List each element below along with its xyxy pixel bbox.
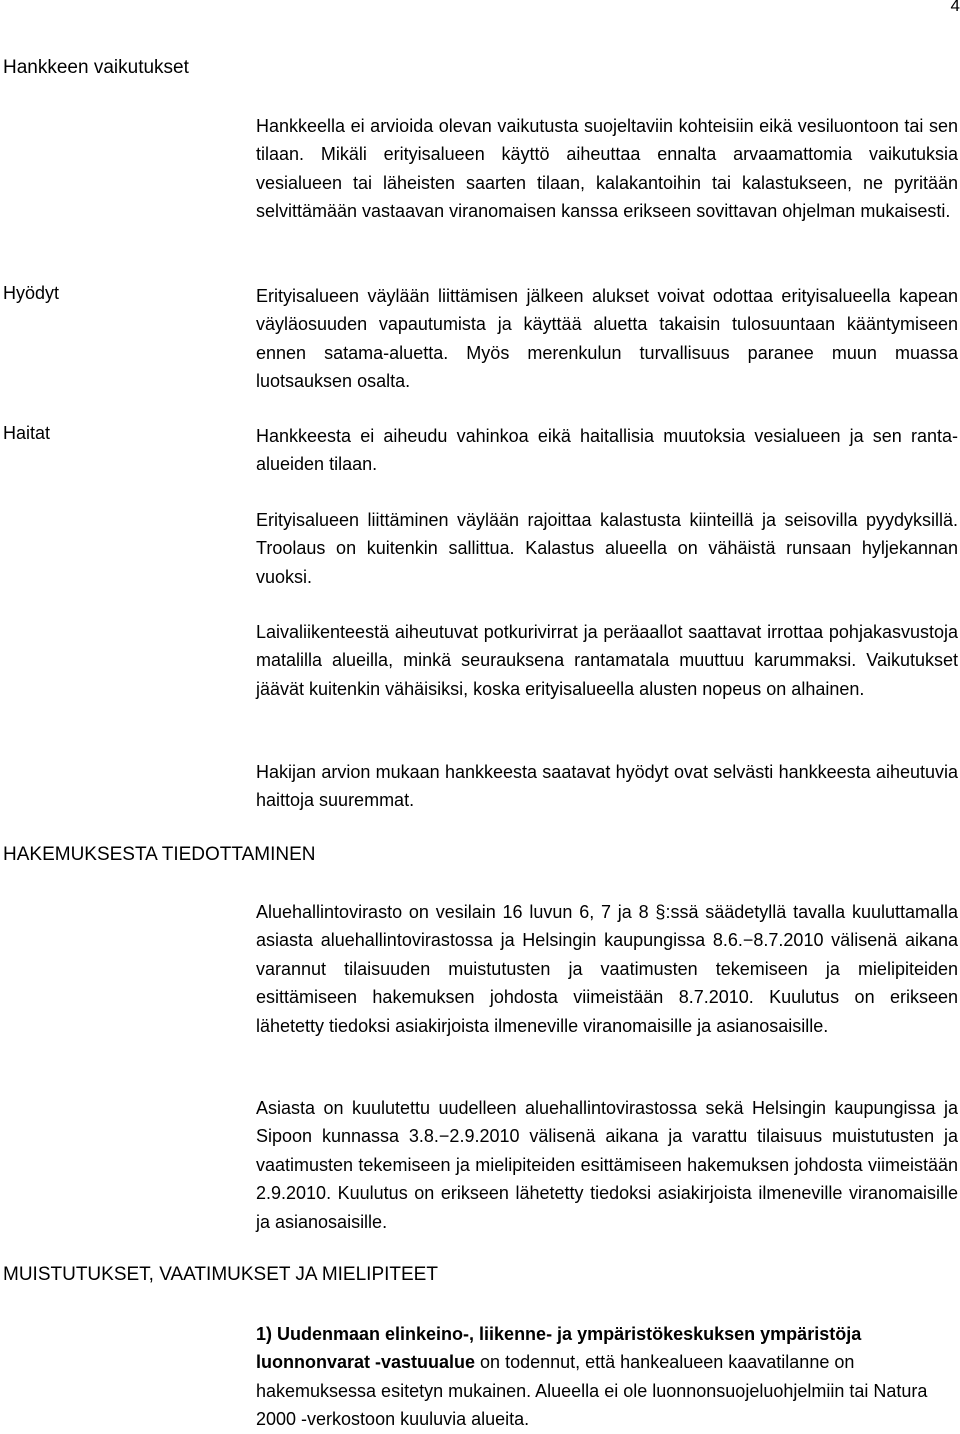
remark-item-1-text: on todennut, että hankealueen kaavatilanne on hakemuksessa esitetyn mukainen. Alueella ei ole luonnonsuojeluohjelmiin tai Natura 2000 -verkostoon kuuluvia alueita. <box>256 1352 928 1430</box>
remark-item-1-authority: 1) Uudenmaan elinkeino-, liikenne- ja ympäristökeskuksen ympäristöja luonnonvarat -vastuualue <box>256 1324 862 1373</box>
notification-paragraph-2: Asiasta on kuulutettu uudelleen aluehallintovirastossa sekä Helsingin kaupungissa ja Sipoon kunnassa 3.8.−2.9.2010 välisenä aikana ja varattu tilaisuus muistutusten ja vaatimusten tekemiseen ja mielipiteiden esittämiseen hakemuksen johdosta viimeistään 2.9.2010. Kuulutus on erikseen lähetetty tiedoksi asiakirjoista ilmeneville viranomaisille ja asianosaisille. <box>256 1098 958 1232</box>
section-heading-impacts: Hankkeen vaikutukset <box>3 57 189 78</box>
conclusion-paragraph: Hakijan arvion mukaan hankkeesta saatavat hyödyt ovat selvästi hankkeesta aiheutuvia haittoja suuremmat. <box>256 762 958 811</box>
section-heading-remarks: MUISTUTUKSET, VAATIMUKSET JA MIELIPITEET <box>3 1264 438 1285</box>
impacts-intro-paragraph: Hankkeella ei arvioida olevan vaikutusta suojeltaviin kohteisiin eikä vesiluontoon tai sen tilaan. Mikäli erityisalueen käyttö aiheuttaa ennalta arvaamattomia vaikutuksia vesialueen tai läheisten saarten tilaan, kalakantoihin tai kalastukseen, ne pyritään selvittämään vastaavan viranomaisen kanssa erikseen sovittavan ohjelman mukaisesti. <box>256 116 958 222</box>
notification-paragraph-1: Aluehallintovirasto on vesilain 16 luvun 6, 7 ja 8 §:ssä säädetyllä tavalla kuuluttamalla asiasta aluehallintovirastossa ja Helsingin kaupungissa 8.6.−8.7.2010 välisenä aikana varannut tilaisuuden muistutusten ja vaatimusten tekemiseen ja mielipiteiden esittämiseen hakemuksen johdosta viimeistään 8.7.2010. Kuulutus on erikseen lähetetty tiedoksi asiakirjoista ilmeneville viranomaisille ja asianosaisille. <box>256 902 958 1036</box>
section-heading-notification: HAKEMUKSESTA TIEDOTTAMINEN <box>3 844 316 865</box>
harms-paragraph-1: Hankkeesta ei aiheudu vahinkoa eikä haitallisia muutoksia vesialueen ja sen ranta-alueiden tilaan. <box>256 426 958 475</box>
harms-label: Haitat <box>3 423 51 443</box>
remark-item-1 <box>256 1320 958 1434</box>
page-number: 4 <box>950 0 960 15</box>
benefits-paragraph: Erityisalueen väylään liittämisen jälkeen alukset voivat odottaa erityisalueella kapean väyläosuuden vapautumista ja käyttää aluetta takaisin tulosuuntaan kääntymiseen ennen satama-aluetta. Myös merenkulun turvallisuus paranee muun muassa luotsauksen osalta. <box>256 286 958 392</box>
harms-paragraph-3: Laivaliikenteestä aiheutuvat potkurivirrat ja peräaallot saattavat irrottaa pohjakasvustoja matalilla alueilla, minkä seurauksena rantamatala muuttuu karummaksi. Vaikutukset jäävät kuitenkin vähäisiksi, koska erityisalueella alusten nopeus on alhainen. <box>256 622 958 699</box>
harms-paragraph-2: Erityisalueen liittäminen väylään rajoittaa kalastusta kiinteillä ja seisovilla pyydyksillä. Troolaus on kuitenkin sallittua. Kalastus alueella on vähäistä runsaan hyljekannan vuoksi. <box>256 510 958 587</box>
benefits-label: Hyödyt <box>3 283 60 303</box>
